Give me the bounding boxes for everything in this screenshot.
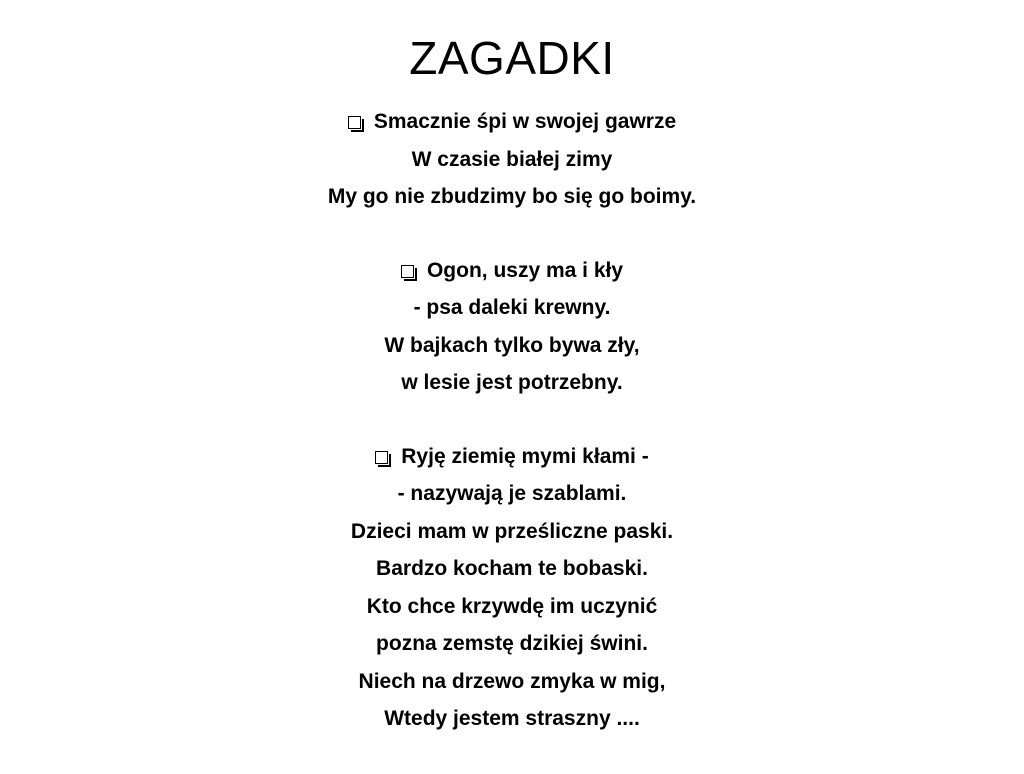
checkbox-bullet-icon [348, 116, 361, 129]
riddle-line: - nazywają je szablami. [397, 482, 627, 505]
riddle-text: Smacznie śpi w swojej gawrze [373, 110, 677, 133]
riddle-line: W bajkach tylko bywa zły, [384, 333, 640, 357]
slide-title: ZAGADKI [409, 32, 615, 84]
riddle-3 [0, 438, 1024, 738]
riddle-line: Kto chce krzywdę im uczynić [366, 594, 658, 618]
riddle-list [0, 103, 1024, 774]
riddle-text: Ogon, uszy ma i kły [426, 258, 624, 282]
riddle-text: Ryję ziemię mymi kłami - [401, 444, 649, 468]
checkbox-bullet-icon [401, 265, 414, 278]
riddle-line: My go nie zbudzimy bo się go boimy. [327, 185, 697, 208]
riddle-line: Wtedy jestem straszny .... [384, 707, 640, 730]
riddle-2 [0, 252, 1024, 402]
riddle-line [0, 252, 1024, 290]
riddle-line: - psa daleki krewny. [413, 296, 611, 319]
riddle-1 [0, 103, 1024, 216]
riddle-line: Bardzo kocham te bobaski. [376, 557, 648, 580]
riddle-line: W czasie białej zimy [411, 147, 613, 171]
checkbox-bullet-icon [375, 451, 388, 464]
riddle-line: pozna zemstę dzikiej świni. [376, 632, 648, 655]
riddle-line [0, 438, 1024, 476]
riddle-line [0, 103, 1024, 141]
riddle-line: Niech na drzewo zmyka w mig, [358, 669, 666, 693]
riddle-line: w lesie jest potrzebny. [401, 371, 623, 394]
riddle-line: Dzieci mam w prześliczne paski. [350, 519, 674, 543]
